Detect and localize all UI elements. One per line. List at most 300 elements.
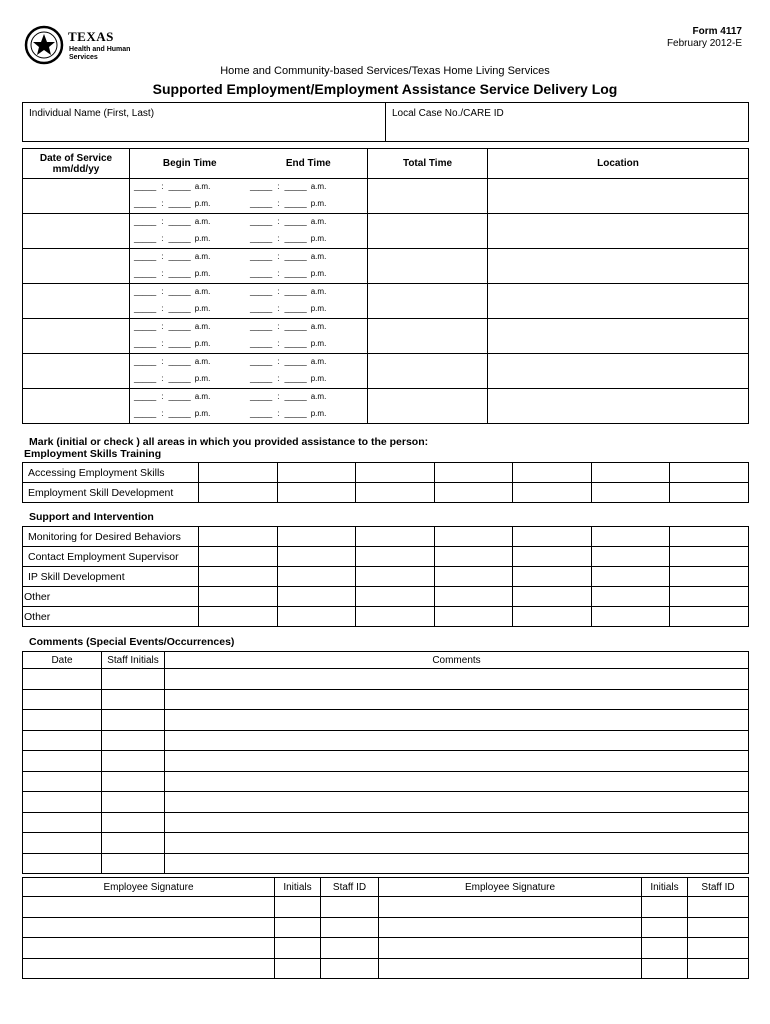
assistance-mark-cell[interactable] xyxy=(591,463,670,483)
time-colon: : xyxy=(161,287,164,296)
assistance-mark-cell[interactable] xyxy=(670,463,749,483)
hour-blank[interactable]: _____ xyxy=(250,374,273,383)
hour-blank[interactable]: _____ xyxy=(250,339,273,348)
time-colon: : xyxy=(161,182,164,191)
comment-date-cell[interactable] xyxy=(23,710,102,731)
minute-blank[interactable]: _____ xyxy=(168,322,191,331)
comment-date-cell[interactable] xyxy=(23,853,102,874)
end-time-pm[interactable] xyxy=(250,234,326,243)
begin-time-am[interactable] xyxy=(134,357,210,366)
assistance-mark-cell[interactable] xyxy=(591,587,670,607)
begin-time-pm[interactable] xyxy=(134,269,210,278)
minute-blank[interactable]: _____ xyxy=(168,409,191,418)
location-cell[interactable] xyxy=(488,249,749,284)
assistance-mark-cell[interactable] xyxy=(591,483,670,503)
date-of-service-cell[interactable] xyxy=(23,319,130,354)
end-time-pm[interactable] xyxy=(250,304,326,313)
individual-name-label: Individual Name (First, Last) xyxy=(29,108,155,119)
pm-label: p.m. xyxy=(310,374,327,383)
hour-blank[interactable]: _____ xyxy=(134,374,157,383)
assistance-label: Monitoring for Desired Behaviors xyxy=(23,527,199,547)
comment-initials-cell[interactable] xyxy=(102,812,165,833)
begin-time-pm[interactable] xyxy=(134,374,210,383)
minute-blank[interactable]: _____ xyxy=(168,357,191,366)
hour-blank[interactable]: _____ xyxy=(134,269,157,278)
service-log-row xyxy=(23,214,749,249)
begin-time-pm[interactable] xyxy=(134,339,210,348)
assistance-mark-cell[interactable] xyxy=(513,463,592,483)
time-colon: : xyxy=(161,322,164,331)
minute-blank[interactable]: _____ xyxy=(168,304,191,313)
signature-row xyxy=(23,938,749,959)
assistance-mark-cell[interactable] xyxy=(356,463,435,483)
pm-label: p.m. xyxy=(194,304,211,313)
pm-label: p.m. xyxy=(310,339,327,348)
am-label: a.m. xyxy=(194,252,211,261)
comment-text-cell[interactable] xyxy=(165,853,749,874)
am-label: a.m. xyxy=(310,287,327,296)
minute-blank[interactable]: _____ xyxy=(284,339,307,348)
assistance-mark-cell[interactable] xyxy=(277,527,356,547)
service-log-row xyxy=(23,389,749,424)
begin-time-pm[interactable] xyxy=(134,409,210,418)
minute-blank[interactable]: _____ xyxy=(168,252,191,261)
time-colon: : xyxy=(277,409,280,418)
minute-blank[interactable]: _____ xyxy=(284,217,307,226)
support-row xyxy=(23,547,749,567)
begin-time-am[interactable] xyxy=(134,217,210,226)
hour-blank[interactable]: _____ xyxy=(134,339,157,348)
assistance-mark-cell[interactable] xyxy=(670,567,749,587)
comment-initials-cell[interactable] xyxy=(102,771,165,792)
signature-cell[interactable] xyxy=(23,917,275,938)
am-label: a.m. xyxy=(194,182,211,191)
time-colon: : xyxy=(161,269,164,278)
am-label: a.m. xyxy=(194,322,211,331)
begin-time-am[interactable] xyxy=(134,322,210,331)
comment-initials-cell[interactable] xyxy=(102,792,165,813)
assistance-label: Contact Employment Supervisor xyxy=(23,547,199,567)
minute-blank[interactable]: _____ xyxy=(168,217,191,226)
comment-date-cell[interactable] xyxy=(23,669,102,690)
am-label: a.m. xyxy=(194,287,211,296)
date-of-service-cell[interactable] xyxy=(23,389,130,424)
staff-id-header-2: Staff ID xyxy=(688,878,749,897)
comments-initials-header: Staff Initials xyxy=(102,652,165,669)
pm-label: p.m. xyxy=(194,339,211,348)
hour-blank[interactable]: _____ xyxy=(250,199,273,208)
time-colon: : xyxy=(161,409,164,418)
begin-time-am[interactable] xyxy=(134,392,210,401)
hour-blank[interactable]: _____ xyxy=(134,234,157,243)
comment-date-cell[interactable] xyxy=(23,730,102,751)
comment-row xyxy=(23,689,749,710)
initials-cell[interactable] xyxy=(642,917,688,938)
comment-initials-cell[interactable] xyxy=(102,751,165,772)
total-time-cell[interactable] xyxy=(368,179,488,214)
assistance-mark-cell[interactable] xyxy=(670,587,749,607)
time-colon: : xyxy=(277,287,280,296)
comment-date-cell[interactable] xyxy=(23,833,102,854)
total-time-cell[interactable] xyxy=(368,319,488,354)
end-time-am[interactable] xyxy=(250,287,326,296)
form-date: February 2012-E xyxy=(666,38,742,49)
begin-time-pm[interactable] xyxy=(134,234,210,243)
assistance-mark-cell[interactable] xyxy=(670,607,749,627)
minute-blank[interactable]: _____ xyxy=(168,374,191,383)
pm-label: p.m. xyxy=(310,304,327,313)
time-cell xyxy=(130,249,368,284)
initials-cell[interactable] xyxy=(275,897,321,918)
total-time-cell[interactable] xyxy=(368,284,488,319)
pm-label: p.m. xyxy=(194,234,211,243)
assistance-mark-cell[interactable] xyxy=(513,527,592,547)
minute-blank[interactable]: _____ xyxy=(168,392,191,401)
agency-name-line2: Health and Human xyxy=(69,46,131,53)
comment-row xyxy=(23,833,749,854)
comment-row xyxy=(23,771,749,792)
location-cell[interactable] xyxy=(488,389,749,424)
comment-initials-cell[interactable] xyxy=(102,833,165,854)
signature-header-1: Employee Signature xyxy=(23,878,275,897)
time-colon: : xyxy=(161,374,164,383)
case-number-label: Local Case No./CARE ID xyxy=(392,108,504,119)
initials-cell[interactable] xyxy=(642,938,688,959)
time-cell xyxy=(130,179,368,214)
time-colon: : xyxy=(161,199,164,208)
end-time-am[interactable] xyxy=(250,357,326,366)
time-colon: : xyxy=(161,252,164,261)
comment-row xyxy=(23,792,749,813)
pm-label: p.m. xyxy=(310,234,327,243)
hour-blank[interactable]: _____ xyxy=(134,322,157,331)
agency-logo xyxy=(24,25,144,67)
minute-blank[interactable]: _____ xyxy=(284,304,307,313)
location-header: Location xyxy=(488,149,749,179)
end-time-am[interactable] xyxy=(250,322,326,331)
minute-blank[interactable]: _____ xyxy=(168,199,191,208)
assistance-mark-cell[interactable] xyxy=(277,607,356,627)
support-row xyxy=(23,527,749,547)
hour-blank[interactable]: _____ xyxy=(250,392,273,401)
service-log-row xyxy=(23,179,749,214)
minute-blank[interactable]: _____ xyxy=(284,199,307,208)
staff-id-cell[interactable] xyxy=(321,897,379,918)
hour-blank[interactable]: _____ xyxy=(250,252,273,261)
assistance-mark-cell[interactable] xyxy=(434,547,513,567)
assistance-mark-cell[interactable] xyxy=(434,607,513,627)
total-time-cell[interactable] xyxy=(368,214,488,249)
initials-header-2: Initials xyxy=(642,878,688,897)
comment-text-cell[interactable] xyxy=(165,833,749,854)
id-fields-table xyxy=(22,102,749,142)
hour-blank[interactable]: _____ xyxy=(134,357,157,366)
assistance-mark-cell[interactable] xyxy=(513,483,592,503)
support-row xyxy=(23,567,749,587)
signature-row xyxy=(23,917,749,938)
service-log-row xyxy=(23,249,749,284)
staff-id-cell[interactable] xyxy=(321,958,379,979)
hour-blank[interactable]: _____ xyxy=(250,269,273,278)
hour-blank[interactable]: _____ xyxy=(250,409,273,418)
assistance-mark-cell[interactable] xyxy=(670,527,749,547)
comment-date-cell[interactable] xyxy=(23,771,102,792)
signature-cell[interactable] xyxy=(379,897,642,918)
assistance-mark-cell[interactable] xyxy=(277,483,356,503)
end-time-pm[interactable] xyxy=(250,409,326,418)
assistance-mark-cell[interactable] xyxy=(356,547,435,567)
end-time-am[interactable] xyxy=(250,182,326,191)
assistance-mark-cell[interactable] xyxy=(277,587,356,607)
assistance-mark-cell[interactable] xyxy=(513,547,592,567)
individual-name-field[interactable] xyxy=(23,103,386,142)
form-number: Form 4117 xyxy=(692,26,742,37)
hour-blank[interactable]: _____ xyxy=(134,217,157,226)
staff-id-cell[interactable] xyxy=(321,917,379,938)
service-log-row xyxy=(23,354,749,389)
assistance-mark-cell[interactable] xyxy=(434,567,513,587)
staff-id-cell[interactable] xyxy=(688,917,749,938)
texas-seal-icon xyxy=(24,25,64,65)
assistance-mark-cell[interactable] xyxy=(356,527,435,547)
location-cell[interactable] xyxy=(488,179,749,214)
am-label: a.m. xyxy=(310,322,327,331)
initials-cell[interactable] xyxy=(642,897,688,918)
support-row xyxy=(23,607,749,627)
minute-blank[interactable]: _____ xyxy=(168,339,191,348)
comment-date-cell[interactable] xyxy=(23,812,102,833)
staff-id-cell[interactable] xyxy=(688,938,749,959)
comment-text-cell[interactable] xyxy=(165,771,749,792)
initials-cell[interactable] xyxy=(642,958,688,979)
time-colon: : xyxy=(161,392,164,401)
date-of-service-cell[interactable] xyxy=(23,284,130,319)
minute-blank[interactable]: _____ xyxy=(284,409,307,418)
end-time-header: End Time xyxy=(250,149,368,179)
time-colon: : xyxy=(277,322,280,331)
comment-text-cell[interactable] xyxy=(165,669,749,690)
time-colon: : xyxy=(277,374,280,383)
comment-initials-cell[interactable] xyxy=(102,689,165,710)
time-colon: : xyxy=(277,252,280,261)
am-label: a.m. xyxy=(194,357,211,366)
comment-date-cell[interactable] xyxy=(23,792,102,813)
assistance-mark-cell[interactable] xyxy=(513,607,592,627)
begin-time-am[interactable] xyxy=(134,287,210,296)
time-colon: : xyxy=(277,357,280,366)
assistance-mark-cell[interactable] xyxy=(277,567,356,587)
comment-row xyxy=(23,669,749,690)
pm-label: p.m. xyxy=(194,409,211,418)
minute-blank[interactable]: _____ xyxy=(168,287,191,296)
assistance-mark-cell[interactable] xyxy=(356,587,435,607)
date-of-service-cell[interactable] xyxy=(23,249,130,284)
hour-blank[interactable]: _____ xyxy=(250,234,273,243)
minute-blank[interactable]: _____ xyxy=(284,374,307,383)
comment-text-cell[interactable] xyxy=(165,730,749,751)
comment-initials-cell[interactable] xyxy=(102,710,165,731)
end-time-am[interactable] xyxy=(250,392,326,401)
assistance-mark-cell[interactable] xyxy=(513,587,592,607)
am-label: a.m. xyxy=(310,217,327,226)
comment-row xyxy=(23,751,749,772)
hour-blank[interactable]: _____ xyxy=(134,199,157,208)
signature-cell[interactable] xyxy=(23,897,275,918)
hour-blank[interactable]: _____ xyxy=(250,357,273,366)
end-time-am[interactable] xyxy=(250,217,326,226)
time-colon: : xyxy=(277,269,280,278)
minute-blank[interactable]: _____ xyxy=(284,322,307,331)
assistance-mark-cell[interactable] xyxy=(356,483,435,503)
begin-time-pm[interactable] xyxy=(134,304,210,313)
assistance-mark-cell[interactable] xyxy=(199,463,278,483)
training-row xyxy=(23,463,749,483)
total-time-cell[interactable] xyxy=(368,249,488,284)
assistance-mark-cell[interactable] xyxy=(591,527,670,547)
initials-cell[interactable] xyxy=(275,917,321,938)
am-label: a.m. xyxy=(194,217,211,226)
minute-blank[interactable]: _____ xyxy=(168,234,191,243)
comment-text-cell[interactable] xyxy=(165,812,749,833)
assistance-mark-cell[interactable] xyxy=(199,567,278,587)
comment-initials-cell[interactable] xyxy=(102,853,165,874)
end-time-pm[interactable] xyxy=(250,199,326,208)
hour-blank[interactable]: _____ xyxy=(134,182,157,191)
time-colon: : xyxy=(277,304,280,313)
date-header-line2: mm/dd/yy xyxy=(52,163,100,175)
time-colon: : xyxy=(277,392,280,401)
signature-cell[interactable] xyxy=(23,938,275,959)
comment-text-cell[interactable] xyxy=(165,751,749,772)
total-time-header: Total Time xyxy=(368,149,488,179)
assistance-mark-cell[interactable] xyxy=(591,567,670,587)
hour-blank[interactable]: _____ xyxy=(134,304,157,313)
assistance-mark-cell[interactable] xyxy=(356,567,435,587)
hour-blank[interactable]: _____ xyxy=(250,287,273,296)
initials-cell[interactable] xyxy=(275,938,321,959)
location-cell[interactable] xyxy=(488,319,749,354)
minute-blank[interactable]: _____ xyxy=(284,287,307,296)
end-time-pm[interactable] xyxy=(250,269,326,278)
minute-blank[interactable]: _____ xyxy=(284,182,307,191)
assistance-label: Accessing Employment Skills xyxy=(23,463,199,483)
hour-blank[interactable]: _____ xyxy=(134,409,157,418)
time-colon: : xyxy=(161,234,164,243)
assistance-mark-cell[interactable] xyxy=(277,547,356,567)
comment-initials-cell[interactable] xyxy=(102,730,165,751)
hour-blank[interactable]: _____ xyxy=(250,322,273,331)
signature-cell[interactable] xyxy=(379,958,642,979)
time-colon: : xyxy=(277,217,280,226)
am-label: a.m. xyxy=(194,392,211,401)
comment-text-cell[interactable] xyxy=(165,792,749,813)
comments-date-header: Date xyxy=(23,652,102,669)
staff-id-cell[interactable] xyxy=(321,938,379,959)
begin-time-am[interactable] xyxy=(134,182,210,191)
assistance-mark-cell[interactable] xyxy=(434,587,513,607)
assistance-mark-cell[interactable] xyxy=(277,463,356,483)
am-label: a.m. xyxy=(310,252,327,261)
date-of-service-cell[interactable] xyxy=(23,179,130,214)
hour-blank[interactable]: _____ xyxy=(250,217,273,226)
comment-text-cell[interactable] xyxy=(165,689,749,710)
assistance-mark-cell[interactable] xyxy=(513,567,592,587)
assistance-mark-cell[interactable] xyxy=(434,527,513,547)
assistance-mark-cell[interactable] xyxy=(199,587,278,607)
minute-blank[interactable]: _____ xyxy=(168,182,191,191)
total-time-cell[interactable] xyxy=(368,389,488,424)
hour-blank[interactable]: _____ xyxy=(134,392,157,401)
training-section-title: Employment Skills Training xyxy=(24,448,162,460)
assistance-mark-cell[interactable] xyxy=(591,547,670,567)
date-of-service-cell[interactable] xyxy=(23,354,130,389)
hour-blank[interactable]: _____ xyxy=(134,287,157,296)
staff-id-cell[interactable] xyxy=(688,958,749,979)
assistance-mark-cell[interactable] xyxy=(199,527,278,547)
total-time-cell[interactable] xyxy=(368,354,488,389)
signature-cell[interactable] xyxy=(379,917,642,938)
location-cell[interactable] xyxy=(488,214,749,249)
date-of-service-cell[interactable] xyxy=(23,214,130,249)
end-time-am[interactable] xyxy=(250,252,326,261)
comment-date-cell[interactable] xyxy=(23,751,102,772)
comment-row xyxy=(23,812,749,833)
assistance-instruction: Mark (initial or check ) all areas in which you provided assistance to the person: xyxy=(29,436,429,448)
comment-initials-cell[interactable] xyxy=(102,669,165,690)
assistance-mark-cell[interactable] xyxy=(670,547,749,567)
assistance-mark-cell[interactable] xyxy=(356,607,435,627)
am-label: a.m. xyxy=(310,357,327,366)
end-time-pm[interactable] xyxy=(250,374,326,383)
comments-table xyxy=(22,651,749,874)
location-cell[interactable] xyxy=(488,354,749,389)
assistance-mark-cell[interactable] xyxy=(591,607,670,627)
signature-cell[interactable] xyxy=(379,938,642,959)
end-time-pm[interactable] xyxy=(250,339,326,348)
minute-blank[interactable]: _____ xyxy=(284,392,307,401)
comment-date-cell[interactable] xyxy=(23,689,102,710)
minute-blank[interactable]: _____ xyxy=(284,252,307,261)
assistance-mark-cell[interactable] xyxy=(199,607,278,627)
hour-blank[interactable]: _____ xyxy=(250,304,273,313)
minute-blank[interactable]: _____ xyxy=(168,269,191,278)
time-colon: : xyxy=(277,199,280,208)
minute-blank[interactable]: _____ xyxy=(284,234,307,243)
hour-blank[interactable]: _____ xyxy=(134,252,157,261)
form-title: Supported Employment/Employment Assistance Service Delivery Log xyxy=(152,81,618,97)
support-table xyxy=(22,526,749,627)
initials-cell[interactable] xyxy=(275,958,321,979)
assistance-label: IP Skill Development xyxy=(23,567,199,587)
minute-blank[interactable]: _____ xyxy=(284,269,307,278)
signature-cell[interactable] xyxy=(23,958,275,979)
minute-blank[interactable]: _____ xyxy=(284,357,307,366)
begin-time-pm[interactable] xyxy=(134,199,210,208)
hour-blank[interactable]: _____ xyxy=(250,182,273,191)
assistance-mark-cell[interactable] xyxy=(670,483,749,503)
assistance-mark-cell[interactable] xyxy=(434,483,513,503)
assistance-mark-cell[interactable] xyxy=(199,483,278,503)
begin-time-am[interactable] xyxy=(134,252,210,261)
case-number-field[interactable] xyxy=(386,103,749,142)
time-colon: : xyxy=(161,304,164,313)
location-cell[interactable] xyxy=(488,284,749,319)
assistance-mark-cell[interactable] xyxy=(434,463,513,483)
time-cell xyxy=(130,284,368,319)
assistance-mark-cell[interactable] xyxy=(199,547,278,567)
staff-id-cell[interactable] xyxy=(688,897,749,918)
comment-text-cell[interactable] xyxy=(165,710,749,731)
